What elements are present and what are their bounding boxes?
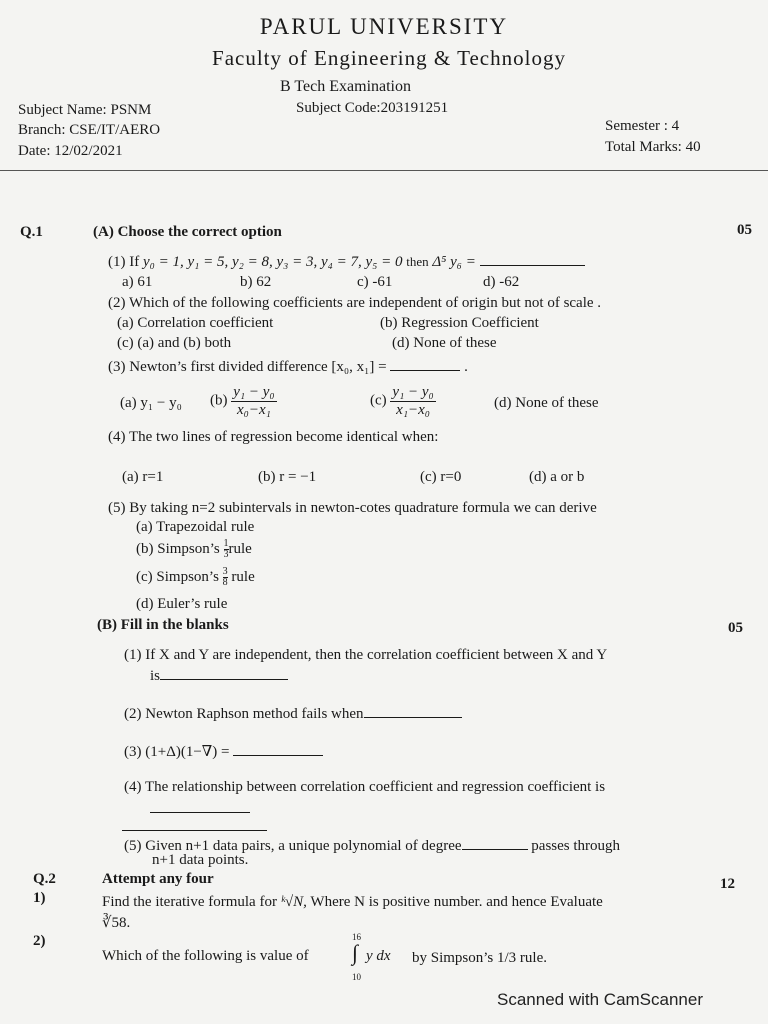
q1a-item1-opt-c: c) -61 bbox=[357, 274, 393, 290]
q2-number: Q.2 bbox=[33, 871, 56, 887]
q1a-item5-opt-c bbox=[136, 567, 255, 588]
q1a-item2-opt-a: (a) Correlation coefficient bbox=[117, 315, 274, 331]
fraction-denominator: x₀−x₁ bbox=[237, 401, 271, 418]
q1a-item5-opt-a: (a) Trapezoidal rule bbox=[136, 519, 255, 535]
q1b-item1-line2 bbox=[150, 665, 288, 685]
q1b-item5-line2: n+1 data points. bbox=[152, 852, 249, 868]
q1a-item5-opt-c-post: rule bbox=[231, 569, 255, 585]
q1a-item1-opt-b: b) 62 bbox=[240, 274, 272, 290]
q2-item1-text-b: Where N is positive number. and hence Evaluate bbox=[310, 894, 603, 910]
q1a-item4-opt-d: (d) a or b bbox=[529, 469, 585, 485]
q1a-item2-opt-d: (d) None of these bbox=[392, 335, 497, 351]
q1a-item5-opt-b bbox=[136, 539, 252, 560]
q1a-item4: (4) The two lines of regression become identical when: bbox=[108, 429, 439, 445]
q1a-item5-opt-b-pre: (b) Simpson’s bbox=[136, 541, 220, 557]
q1a-item4-opt-c: (c) r=0 bbox=[420, 469, 462, 485]
q1b-item1-line1: (1) If X and Y are independent, then the correlation coefficient between X and Y bbox=[124, 647, 608, 663]
header-divider bbox=[0, 170, 768, 171]
q1a-item1-tail: Δ⁵ y₆ = bbox=[432, 254, 476, 270]
q1-number: Q.1 bbox=[20, 224, 43, 240]
q2-title: Attempt any four bbox=[102, 871, 214, 887]
integrand: y dx bbox=[366, 948, 391, 964]
q1a-item3-opt-d: (d) None of these bbox=[494, 395, 599, 411]
q1a-title: (A) Choose the correct option bbox=[93, 224, 282, 240]
q2-item2-text-a: Which of the following is value of bbox=[102, 948, 309, 964]
q1b-item2-blank[interactable] bbox=[364, 703, 462, 718]
exam-name: B Tech Examination bbox=[280, 78, 411, 95]
q2-item1-root: ᵏ√N, bbox=[280, 894, 307, 910]
fraction-numerator: 3 bbox=[222, 566, 228, 577]
q1a-item4-opt-b: (b) r = −1 bbox=[258, 469, 317, 485]
q1b-item3-prefix: (3) bbox=[124, 744, 142, 760]
fraction-numerator: 1 bbox=[223, 538, 229, 549]
q1a-item1-opt-a: a) 61 bbox=[122, 274, 153, 290]
exam-date: Date: 12/02/2021 bbox=[18, 143, 123, 159]
q1a-item1-blank[interactable] bbox=[480, 251, 585, 266]
fraction-denominator: 3 bbox=[223, 549, 229, 560]
q1b-marks: 05 bbox=[728, 620, 743, 636]
q1a-item1-opt-d: d) -62 bbox=[483, 274, 520, 290]
q1a-item3-opt-b-label: (b) bbox=[210, 392, 228, 409]
q1b-item3 bbox=[124, 741, 323, 761]
q1a-item3-opt-a: (a) y₁ − y₀ bbox=[120, 395, 182, 411]
subject-code: Subject Code:203191251 bbox=[296, 100, 449, 116]
q1a-item5: (5) By taking n=2 subintervals in newton-cotes quadrature formula we can derive bbox=[108, 500, 597, 516]
branch: Branch: CSE/IT/AERO bbox=[18, 122, 161, 138]
q1b-item3-expr: (1+Δ)(1−∇) = bbox=[145, 744, 234, 760]
q1a-item2-opt-c: (c) (a) and (b) both bbox=[117, 335, 232, 351]
q1a-marks: 05 bbox=[737, 222, 752, 238]
q1b-item5-topline bbox=[122, 830, 267, 831]
integral-upper-limit: 16 bbox=[352, 932, 361, 942]
q1b-item1-blank[interactable] bbox=[160, 665, 288, 680]
q1a-item1-expr: y₀ = 1, y₁ = 5, y₂ = 8, y₃ = 3, y₄ = 7, y₅ = 0 bbox=[142, 254, 403, 270]
q2-marks: 12 bbox=[720, 876, 735, 892]
q1a-item5-opt-b-post: rule bbox=[228, 541, 252, 557]
q1b-item1-is: is bbox=[150, 668, 161, 684]
q1a-item2-opt-b: (b) Regression Coefficient bbox=[380, 315, 539, 331]
q2-item1-number: 1) bbox=[33, 890, 46, 906]
q1a-item4-opt-a: (a) r=1 bbox=[122, 469, 164, 485]
q1b-item5-text-a: (5) Given n+1 data pairs, a unique polynomial of degree bbox=[124, 838, 462, 854]
subject-name: Subject Name: PSNM bbox=[18, 102, 152, 118]
q1b-item5-blank[interactable] bbox=[462, 835, 528, 850]
q1b-title: (B) Fill in the blanks bbox=[97, 617, 229, 633]
q1a-item2: (2) Which of the following coefficients are independent of origin but not of scale . bbox=[108, 295, 602, 311]
fraction-denominator: 8 bbox=[222, 577, 228, 588]
q2-item1-line1 bbox=[102, 894, 603, 911]
q2-item2-text-b: by Simpson’s 1/3 rule. bbox=[412, 950, 548, 966]
q1b-item5-text-b: passes through bbox=[531, 838, 621, 854]
q1a-item3-opt-b bbox=[210, 384, 277, 418]
university-name: PARUL UNIVERSITY bbox=[259, 14, 509, 39]
q1a-item5-opt-c-frac bbox=[223, 567, 228, 588]
total-marks: Total Marks: 40 bbox=[605, 139, 701, 155]
q1a-item3: (3) Newton’s first divided difference [x₀, x₁] = . bbox=[108, 356, 468, 376]
q1a-item5-opt-c-pre: (c) Simpson’s bbox=[136, 569, 219, 585]
q1a-item3-text: (3) Newton’s first divided difference [x₀, x₁] = bbox=[108, 359, 391, 375]
q1b-item2-text: (2) Newton Raphson method fails when bbox=[124, 706, 364, 722]
q1b-item2 bbox=[124, 703, 462, 723]
semester: Semester : 4 bbox=[605, 118, 680, 134]
q1b-item3-blank[interactable] bbox=[233, 741, 323, 756]
q1a-item3-opt-c-label: (c) bbox=[370, 392, 387, 409]
q1b-item4-blank[interactable] bbox=[150, 798, 250, 813]
q1a-item1-then: then bbox=[406, 254, 429, 269]
q1a-item3-opt-c bbox=[370, 384, 436, 418]
q1a-item1 bbox=[108, 251, 585, 271]
fraction-numerator: y₁ − y₀ bbox=[392, 384, 434, 400]
q2-item2-integral bbox=[348, 932, 418, 980]
faculty-name: Faculty of Engineering & Technology bbox=[212, 46, 566, 70]
integral-sign-icon: ∫ bbox=[352, 940, 359, 965]
integral-lower-limit: 10 bbox=[352, 972, 361, 982]
q1a-item1-prefix: (1) If bbox=[108, 254, 140, 270]
q1a-item3-blank[interactable] bbox=[390, 356, 460, 371]
q1b-item4: (4) The relationship between correlation coefficient and regression coefficient is bbox=[124, 779, 606, 795]
fraction-numerator: y₁ − y₀ bbox=[233, 384, 275, 400]
q2-item1-text-a: Find the iterative formula for bbox=[102, 894, 277, 910]
q2-item2-number: 2) bbox=[33, 933, 46, 949]
fraction-denominator: x₁−x₀ bbox=[396, 401, 431, 418]
q1a-item3-opt-b-frac bbox=[231, 384, 276, 418]
q1a-item3-opt-c-frac bbox=[390, 384, 435, 418]
q2-item1-line2: ∛58. bbox=[102, 915, 131, 931]
camscanner-watermark: Scanned with CamScanner bbox=[497, 990, 704, 1009]
q1a-item5-opt-d: (d) Euler’s rule bbox=[136, 596, 228, 612]
